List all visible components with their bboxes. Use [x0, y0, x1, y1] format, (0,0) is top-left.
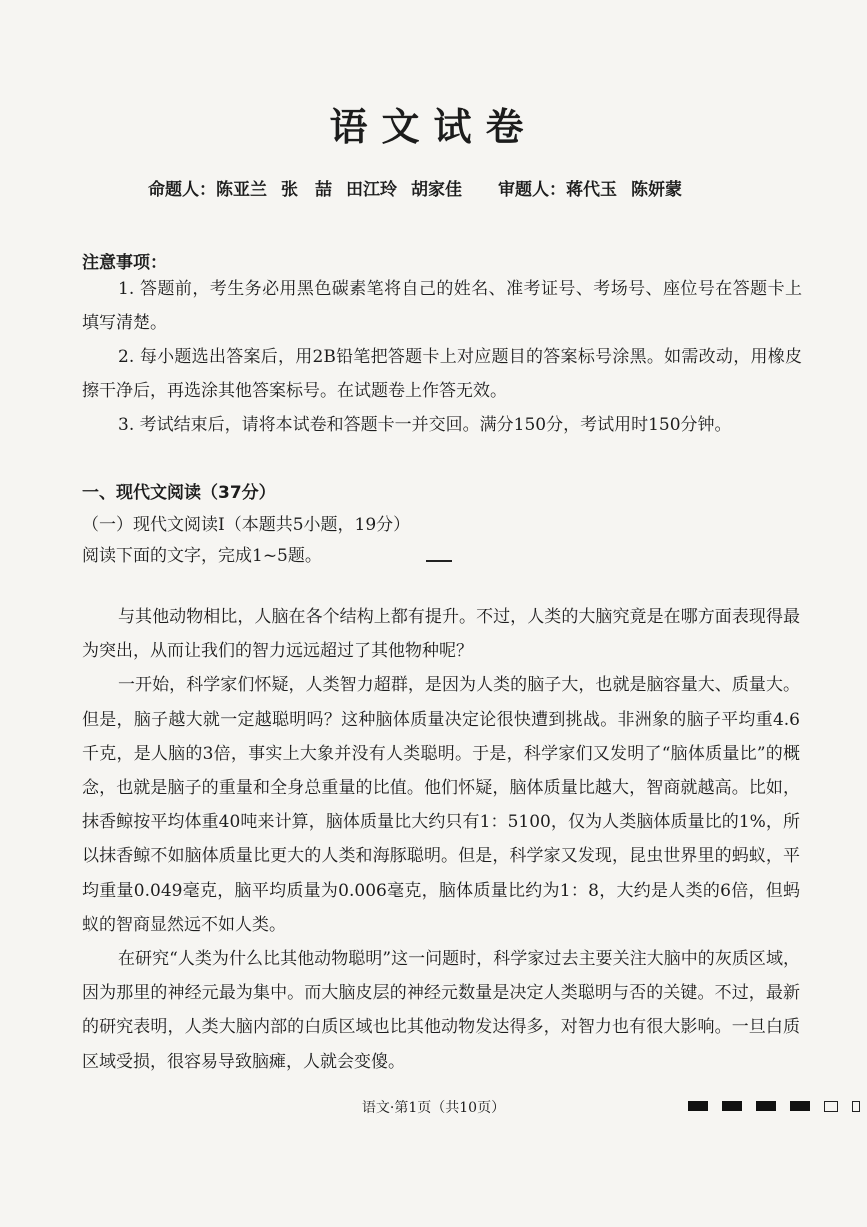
reviewers-label: 审题人： — [498, 180, 566, 200]
notice-item-text: 3. 考试结束后，请将本试卷和答题卡一并交回。满分150分，考试用时150分钟。 — [118, 415, 732, 435]
notice-item-text: 2. 每小题选出答案后，用2B铅笔把答题卡上对应题目的答案标号涂黑。如需改动，用橡皮擦干净后，再选涂其他答案标号。在试题卷上作答无效。 — [82, 347, 802, 401]
filled-square-mark — [790, 1101, 810, 1111]
section-heading: 一、现代文阅读（37分） — [82, 483, 276, 503]
setters-label: 命题人： — [148, 180, 216, 200]
page-title: 语文试卷 — [329, 104, 538, 149]
notice-item — [82, 408, 802, 442]
passage-paragraph: 与其他动物相比，人脑在各个结构上都有提升。不过，人类的大脑究竟是在哪方面表现得最为突出，从而让我们的智力远远超过了其他物种呢？ — [82, 607, 800, 662]
filled-square-mark — [722, 1101, 742, 1111]
filled-square-mark — [756, 1101, 776, 1111]
reviewer-name: 蒋代玉 — [566, 180, 617, 200]
sub-section-heading: （一）现代文阅读Ⅰ（本题共5小题，19分） — [82, 515, 411, 535]
reviewer-name: 陈妍蒙 — [631, 180, 682, 200]
part-divider-mark — [426, 560, 452, 562]
notice-item-text: 1. 答题前，考生务必用黑色碳素笔将自己的姓名、准考证号、考场号、座位号在答题卡上填写清楚。 — [82, 279, 802, 333]
empty-square-mark — [852, 1101, 860, 1112]
notice-item — [82, 340, 802, 408]
reading-passage — [82, 600, 800, 1079]
passage-paragraph: 一开始，科学家们怀疑，人类智力超群，是因为人类的脑子大，也就是脑容量大、质量大。但是，脑子越大就一定越聪明吗？这种脑体质量决定论很快遭到挑战。非洲象的脑子平均重4.6千克，是人脑的3倍，事实上大象并没有人类聪明。于是，科学家们又发明了“脑体质量比”的概念，也就是脑子的重量和全身总重量的比值。他们怀疑，脑体质量比越大，智商就越高。比如，抹香鲸按平均体重40吨来计算，脑体质量比大约只有1：5100，仅为人类脑体质量比的1%，所以抹香鲸不如脑体质量比更大的人类和海豚聪明。但是，科学家又发现，昆虫世界里的蚂蚁，平均重量0.049毫克，脑平均质量为0.006毫克，脑体质量比约为1：8，大约是人类的6倍，但蚂蚁的智商显然远不如人类。 — [82, 675, 800, 935]
setter-name: 张 喆 — [281, 180, 332, 200]
notice-item — [82, 272, 802, 340]
page-footer: 语文·第1页（共10页） — [361, 1100, 506, 1116]
filled-square-mark — [688, 1101, 708, 1111]
passage-paragraph: 在研究“人类为什么比其他动物聪明”这一问题时，科学家过去主要关注大脑中的灰质区域，因为那里的神经元最为集中。而大脑皮层的神经元数量是决定人类聪明与否的关键。不过，最新的研究表明，人类大脑内部的白质区域也比其他动物发达得多，对智力也有很大影响。一旦白质区域受损，很容易导致脑瘫，人就会变傻。 — [82, 949, 800, 1072]
authors-line — [148, 175, 696, 200]
setter-name: 田江玲 — [346, 180, 397, 200]
reading-instruction: 阅读下面的文字，完成1~5题。 — [82, 546, 322, 566]
setter-name: 胡家佳 — [411, 180, 462, 200]
notice-heading: 注意事项： — [82, 253, 167, 273]
empty-square-mark — [824, 1101, 838, 1112]
setter-name: 陈亚兰 — [216, 180, 267, 200]
